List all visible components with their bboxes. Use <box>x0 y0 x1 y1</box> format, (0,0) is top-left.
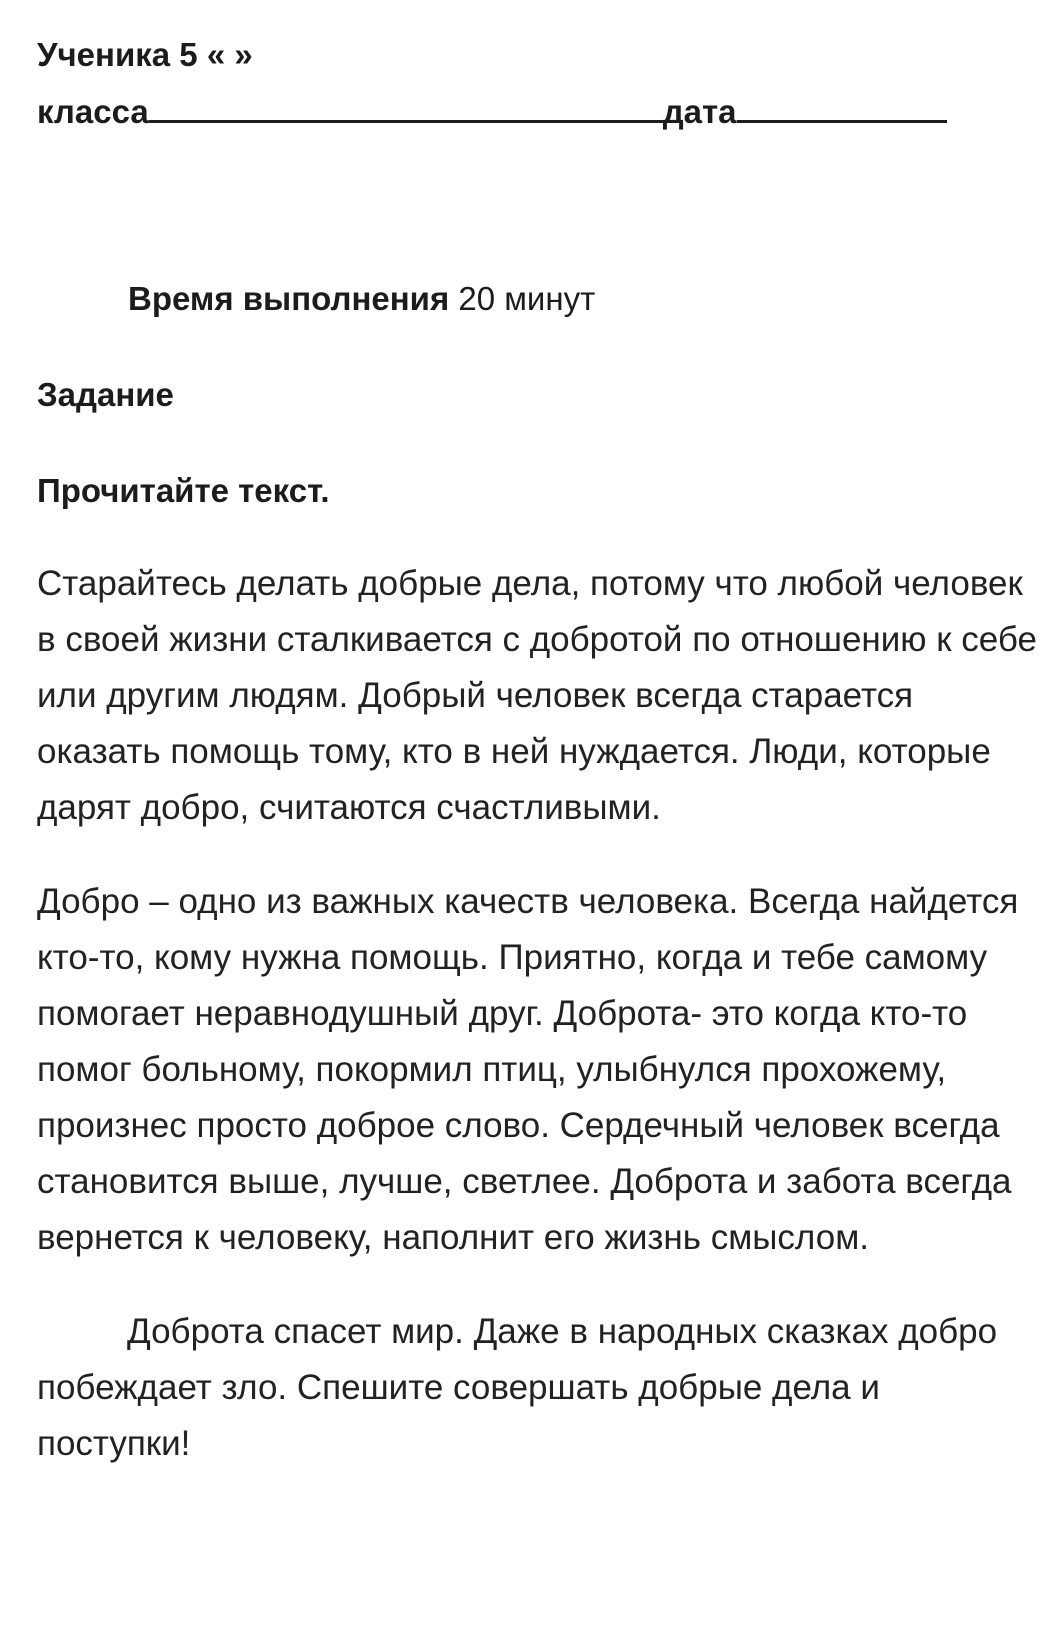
class-label: класса <box>37 93 149 130</box>
date-label: дата <box>662 93 737 130</box>
text-body <box>37 556 1037 1472</box>
time-value: 20 минут <box>458 280 596 317</box>
time-line <box>128 282 595 315</box>
student-label: Ученика 5 « » <box>37 36 253 73</box>
task-instruction: Прочитайте текст. <box>37 472 330 509</box>
student-line <box>37 38 253 71</box>
time-label: Время выполнения <box>128 280 450 317</box>
task-heading: Задание <box>37 376 174 413</box>
class-blank <box>149 94 663 123</box>
paragraph-1: Старайтесь делать добрые дела, потому что любой человек в своей жизни сталкивается с добротой по отношению к себе или другим людям. Добрый человек всегда старается оказать помощь тому, кто в ней нуждается. Люди, которые дарят добро, считаются счастливыми. <box>37 564 1037 827</box>
paragraph-3: Доброта спасет мир. Даже в народных сказках добро побеждает зло. Спешите совершать добрые дела и поступки! <box>37 1312 998 1463</box>
date-blank <box>737 94 947 123</box>
paragraph-2: Добро – одно из важных качеств человека. Всегда найдется кто-то, кому нужна помощь. Приятно, когда и тебе самому помогает неравнодушный друг. Доброта- это когда кто-то помог больному, покормил птиц, улыбнулся прохожему, произнес просто доброе слово. Сердечный человек всегда становится выше, лучше, светлее. Доброта и забота всегда вернется к человеку, наполнит его жизнь смыслом. <box>37 882 1019 1257</box>
class-date-line <box>37 94 947 128</box>
